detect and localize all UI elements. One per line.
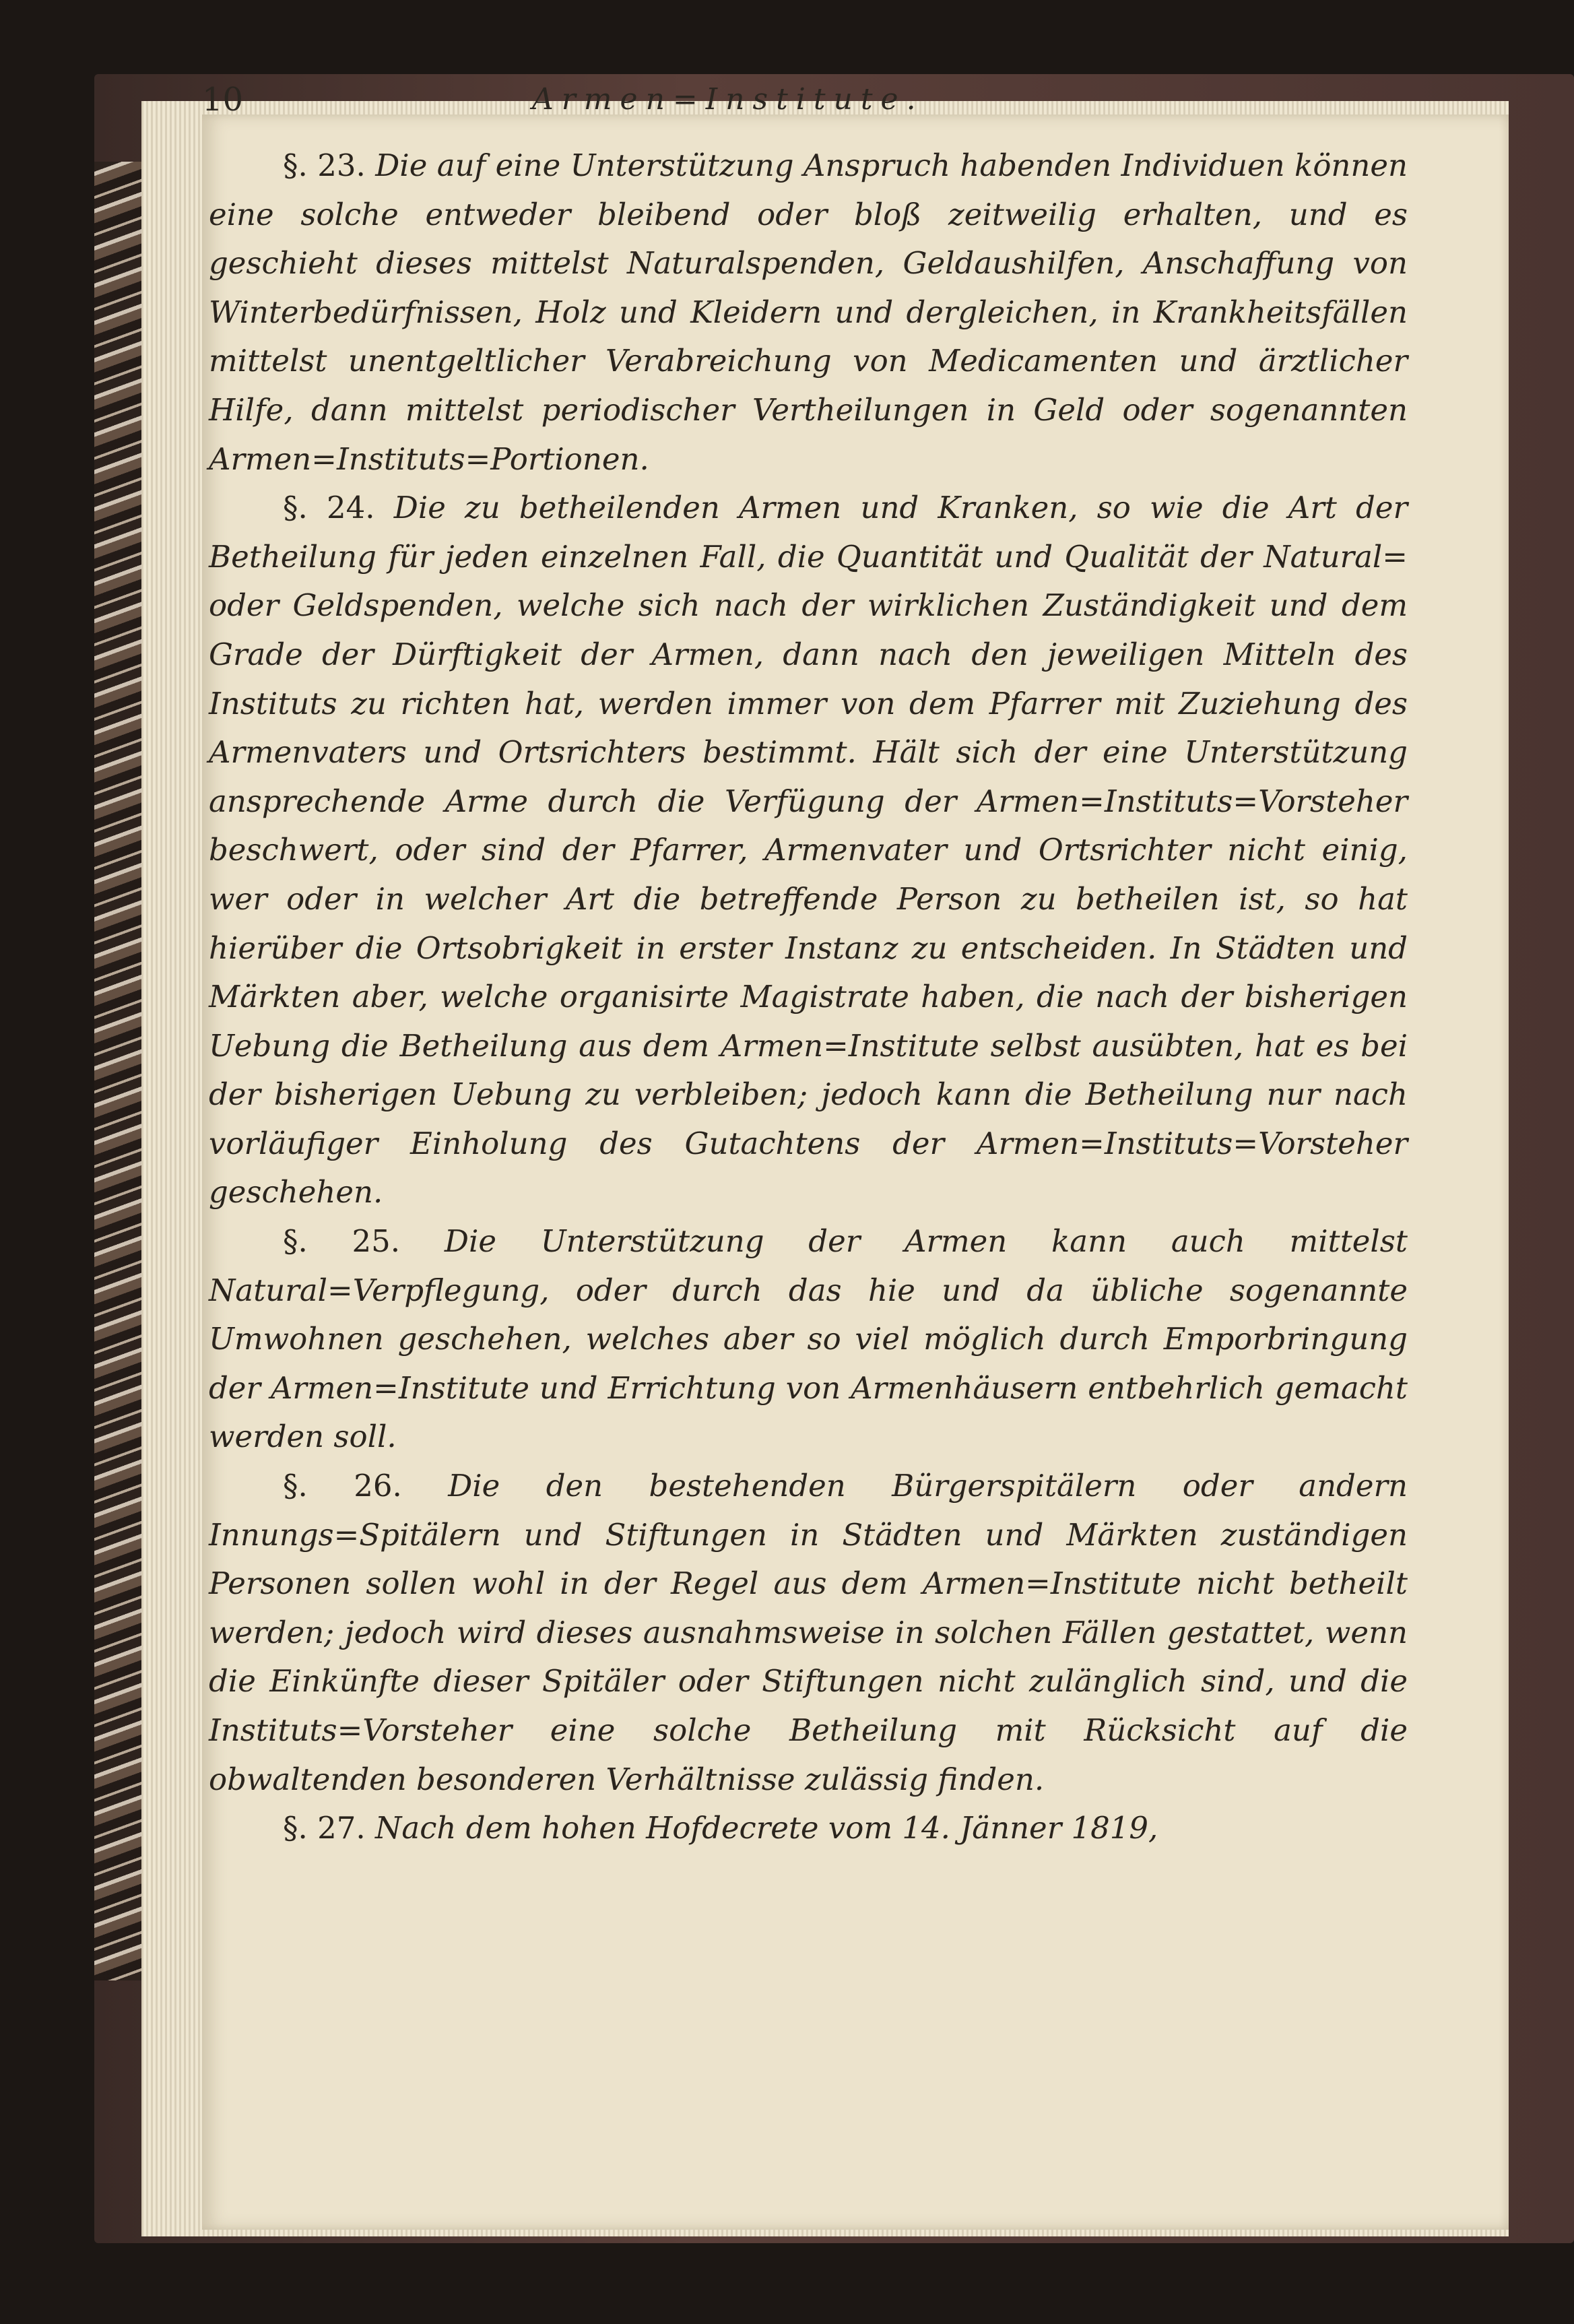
section-number: §. 23.	[283, 148, 366, 183]
paragraph-text: Die zu betheilenden Armen und Kranken, so wie die Art der Betheilung für jeden einzelnen Fall, die Quantität und Qualität der Natural= oder Geldspenden, welche sich nach der wirklichen Zuständigkeit und dem Grade der Dürftigkeit der Armen, dann nach den jeweiligen Mitteln des Instituts zu richten hat, werden immer von dem Pfarrer mit Zuziehung des Armenvaters und Ortsrichters bestimmt. Hält sich der eine Unterstützung ansprechende Arme durch die Verfügung der Armen=Instituts=Vorsteher beschwert, oder sind der Pfarrer, Armenvater und Ortsrichter nicht einig, wer oder in welcher Art die betreffende Person zu betheilen ist, so hat hierüber die Ortsobrigkeit in erster Instanz zu entscheiden. In Städten und Märkten aber, welche organisirte Magistrate haben, die nach der bisherigen Uebung die Betheilung aus dem Armen=Institute selbst ausübten, hat es bei der bisherigen Uebung zu verbleiben; jedoch kann die Betheilung nur nach vorläufiger Einholung des Gutachtens der Armen=Instituts=Vorsteher geschehen.	[209, 490, 1408, 1211]
paragraph-section-26	[209, 1462, 1408, 1804]
marbled-page-edge	[94, 162, 148, 1980]
paragraph-text: Die Unterstützung der Armen kann auch mittelst Natural=Verpflegung, oder durch das hie und da übliche sogenannte Umwohnen geschehen, welches aber so viel möglich durch Emporbringung der Armen=Institute und Errichtung von Armenhäusern entbehrlich gemacht werden soll.	[209, 1223, 1408, 1455]
section-number: §. 24.	[283, 490, 375, 526]
section-number: §. 26.	[283, 1468, 402, 1504]
body-text	[209, 141, 1408, 1853]
paragraph-section-23	[209, 141, 1408, 484]
section-number: §. 27.	[283, 1810, 366, 1846]
running-title: Armen=Institute.	[532, 82, 924, 117]
page-number: 10	[202, 81, 244, 119]
paragraph-text: Nach dem hohen Hofdecrete vom 14. Jänner 1819,	[375, 1810, 1158, 1846]
paragraph-section-24	[209, 484, 1408, 1217]
section-number: §. 25.	[283, 1223, 401, 1260]
paragraph-section-27	[209, 1804, 1408, 1853]
page-header	[202, 74, 1280, 135]
paragraph-text: Die auf eine Unterstützung Anspruch habenden Individuen können eine solche entweder bleibend oder bloß zeitweilig erhalten, und es geschieht dieses mittelst Naturalspenden, Geldaushilfen, Anschaffung von Winterbedürfnissen, Holz und Kleidern und dergleichen, in Krankheitsfällen mittelst unentgeltlicher Verabreichung von Medicamenten und ärztlicher Hilfe, dann mittelst periodischer Vertheilungen in Geld oder sogenannten Armen=Instituts=Portionen.	[209, 148, 1408, 477]
paragraph-text: Die den bestehenden Bürgerspitälern oder andern Innungs=Spitälern und Stiftungen in Städten und Märkten zuständigen Personen sollen wohl in der Regel aus dem Armen=Institute nicht betheilt werden; jedoch wird dieses ausnahmsweise in solchen Fällen gestattet, wenn die Einkünfte dieser Spitäler oder Stiftungen nicht zulänglich sind, und die Instituts=Vorsteher eine solche Betheilung mit Rücksicht auf die obwaltenden besonderen Verhältnisse zulässig finden.	[209, 1468, 1408, 1797]
paragraph-section-25	[209, 1217, 1408, 1462]
